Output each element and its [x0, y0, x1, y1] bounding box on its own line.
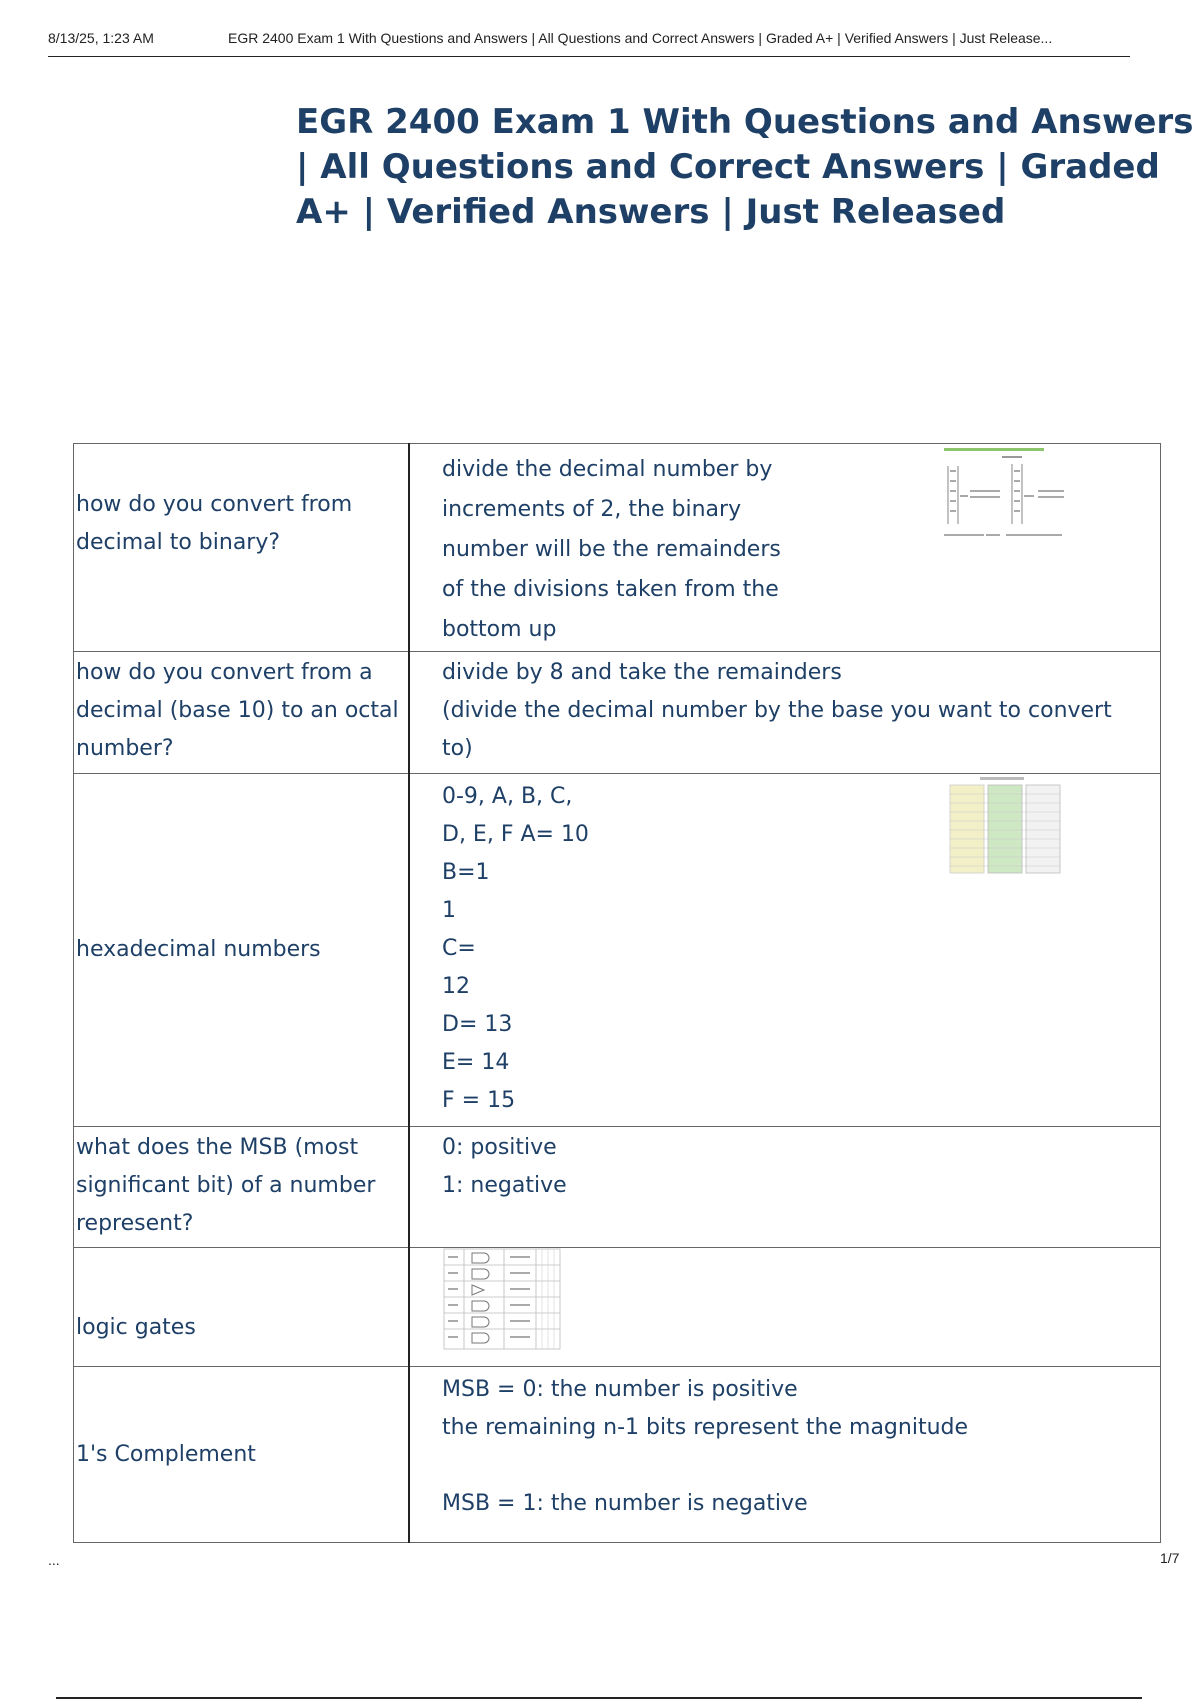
question-text: what does the MSB (most significant bit) of a number represent?: [76, 1135, 376, 1236]
question-text: logic gates: [76, 1315, 196, 1340]
document-title: EGR 2400 Exam 1 With Questions and Answers | All Questions and Correct Answers | Graded A+ | Verified Answers | Just Released: [296, 102, 1194, 232]
print-doc-title: EGR 2400 Exam 1 With Questions and Answers | All Questions and Correct Answers | Graded A+ | Verified Answers | Just Release...: [228, 30, 1053, 46]
page-number: 1/7: [1160, 1550, 1180, 1566]
answer-cell: [409, 1367, 1161, 1543]
logic-gates-table-image: [442, 1248, 562, 1350]
footer-ellipsis: ...: [48, 1552, 60, 1568]
question-cell: [74, 1367, 410, 1543]
question-cell: [74, 1248, 410, 1367]
question-cell: [74, 444, 410, 652]
hexadecimal-table-image: [940, 776, 1062, 876]
table-row: [74, 1367, 1161, 1543]
answer-cell: [409, 444, 1161, 652]
decimal-to-binary-diagram-image: [940, 446, 1068, 542]
answer-text: 0: positive 1: negative: [442, 1135, 567, 1198]
question-text: how do you convert from decimal to binary?: [76, 492, 353, 555]
answer-cell: [409, 1127, 1161, 1248]
answer-cell: [409, 1248, 1161, 1367]
question-cell: [74, 774, 410, 1127]
answer-text: divide by 8 and take the remainders (divide the decimal number by the base you want to convert to): [442, 660, 1112, 761]
page-header: [48, 26, 1130, 57]
table-row: [74, 444, 1161, 652]
question-text: how do you convert from a decimal (base 10) to an octal number?: [76, 660, 399, 761]
question-cell: [74, 652, 410, 774]
table-row: [74, 1248, 1161, 1367]
answer-text: MSB = 0: the number is positive the remaining n-1 bits represent the magnitude MSB = 1: the number is negative: [442, 1377, 969, 1516]
answer-cell: [409, 652, 1161, 774]
answer-text: divide the decimal number by increments of 2, the binary number will be the remainders of the divisions taken from the bottom up: [442, 457, 781, 642]
question-text: hexadecimal numbers: [76, 937, 321, 962]
print-datetime: 8/13/25, 1:23 AM: [48, 30, 154, 46]
table-row: [74, 652, 1161, 774]
answer-text: 0-9, A, B, C, D, E, F A= 10 B=1 1 C= 12 D= 13 E= 14 F = 15: [442, 784, 589, 1113]
question-cell: [74, 1127, 410, 1248]
answer-cell: [409, 774, 1161, 1127]
table-row: [74, 1127, 1161, 1248]
table-row: [74, 774, 1161, 1127]
bottom-divider: [56, 1697, 1142, 1699]
qa-table: [73, 443, 1161, 1543]
question-text: 1's Complement: [76, 1441, 256, 1467]
